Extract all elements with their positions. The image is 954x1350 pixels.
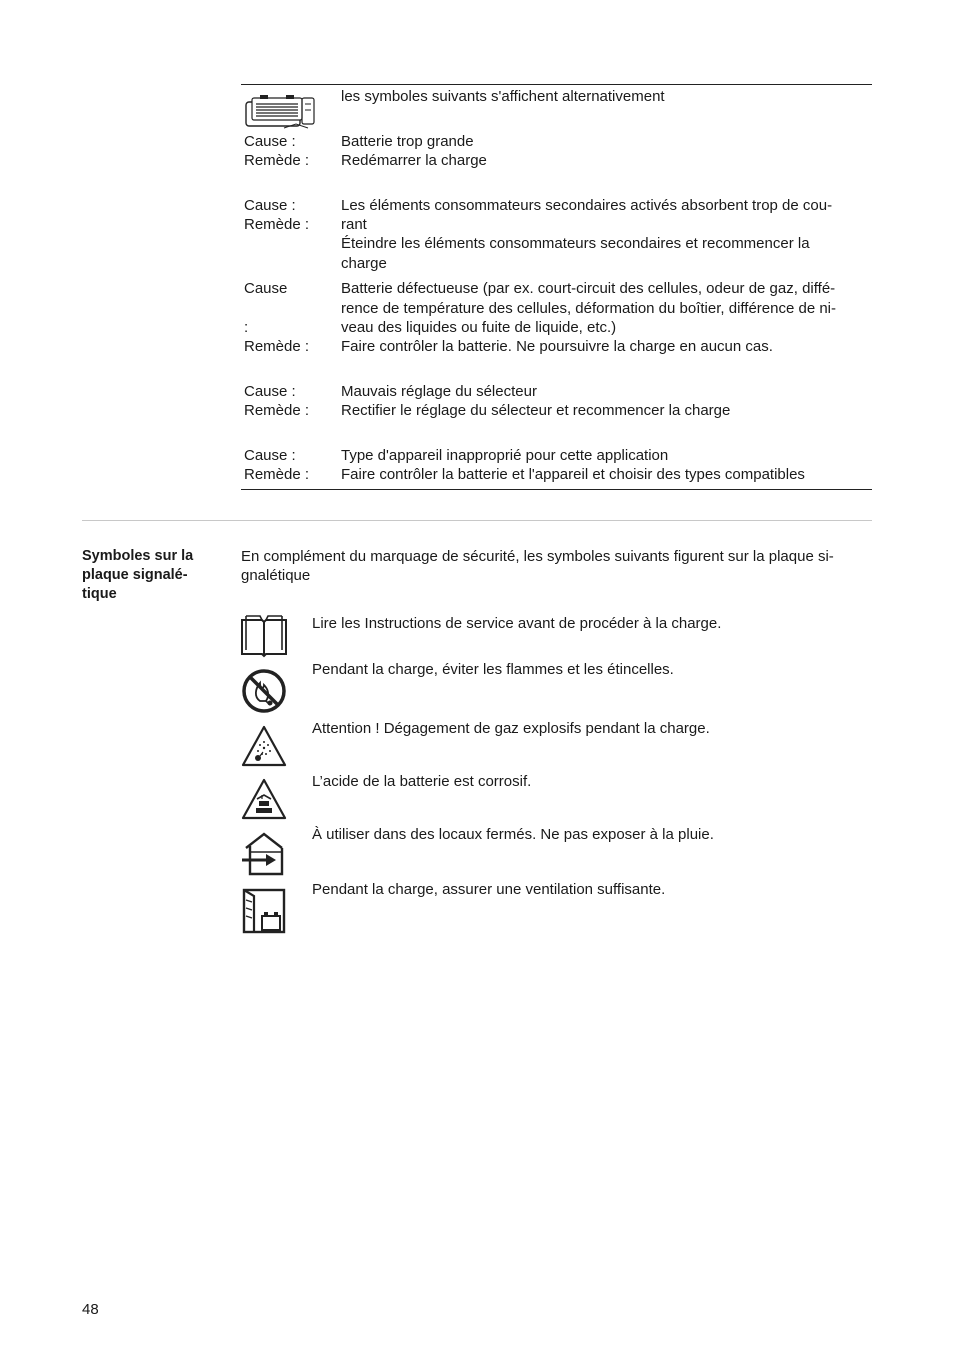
cause-label: : [244, 319, 249, 336]
cause-text: Batterie trop grande [341, 133, 474, 150]
remede-text: charge [341, 255, 387, 272]
cause-text: rence de température des cellules, déformation du boîtier, différence de ni- [341, 300, 837, 317]
symbol-text: Pendant la charge, assurer une ventilation suffisante. [312, 881, 666, 898]
table-bottom-rule [241, 489, 872, 490]
section-divider [82, 520, 872, 521]
corrosive-acid-warning-icon [240, 777, 288, 821]
remede-text: Faire contrôler la batterie et l'appareil et choisir des types compatibles [341, 466, 805, 483]
table-intro: les symboles suivants s'affichent alternativement [341, 88, 665, 105]
ventilation-icon [240, 886, 288, 934]
symbol-text: Attention ! Dégagement de gaz explosifs pendant la charge. [312, 720, 710, 737]
battery-display-icon [244, 94, 318, 130]
cause-text: rant [341, 216, 367, 233]
remede-label: Remède : [244, 216, 310, 233]
cause-label: Cause : [244, 197, 296, 214]
section-intro: En complément du marquage de sécurité, les symboles suivants figurent sur la plaque si- [241, 548, 834, 565]
remede-label: Remède : [244, 152, 310, 169]
section-intro: gnalétique [241, 567, 311, 584]
indoor-use-icon [240, 830, 288, 876]
cause-label: Cause : [244, 383, 296, 400]
symbol-text: L’acide de la batterie est corrosif. [312, 773, 532, 790]
explosive-gas-warning-icon [240, 724, 288, 768]
no-fire-icon [240, 667, 288, 715]
cause-text: veau des liquides ou fuite de liquide, etc.) [341, 319, 617, 336]
page-number: 48 [82, 1301, 99, 1318]
section-heading: tique [82, 586, 117, 602]
section-heading: Symboles sur la [82, 548, 194, 564]
cause-text: Mauvais réglage du sélecteur [341, 383, 537, 400]
cause-label: Cause : [244, 133, 296, 150]
remede-text: Redémarrer la charge [341, 152, 487, 169]
remede-label: Remède : [244, 338, 310, 355]
remede-label: Remède : [244, 402, 310, 419]
cause-text: Batterie défectueuse (par ex. court-circuit des cellules, odeur de gaz, diffé- [341, 280, 836, 297]
cause-text: Les éléments consommateurs secondaires activés absorbent trop de cou- [341, 197, 833, 214]
table-top-rule [241, 84, 872, 85]
remede-text: Éteindre les éléments consommateurs secondaires et recommencer la [341, 235, 810, 252]
cause-text: Type d'appareil inapproprié pour cette application [341, 447, 669, 464]
cause-label: Cause : [244, 447, 296, 464]
cause-label: Cause [244, 280, 288, 297]
remede-text: Rectifier le réglage du sélecteur et recommencer la charge [341, 402, 731, 419]
remede-text: Faire contrôler la batterie. Ne poursuivre la charge en aucun cas. [341, 338, 773, 355]
symbol-text: À utiliser dans des locaux fermés. Ne pas exposer à la pluie. [312, 826, 714, 843]
section-heading: plaque signalé- [82, 567, 188, 583]
symbol-text: Pendant la charge, éviter les flammes et les étincelles. [312, 661, 674, 678]
book-icon [240, 614, 288, 658]
remede-label: Remède : [244, 466, 310, 483]
symbol-text: Lire les Instructions de service avant de procéder à la charge. [312, 615, 722, 632]
